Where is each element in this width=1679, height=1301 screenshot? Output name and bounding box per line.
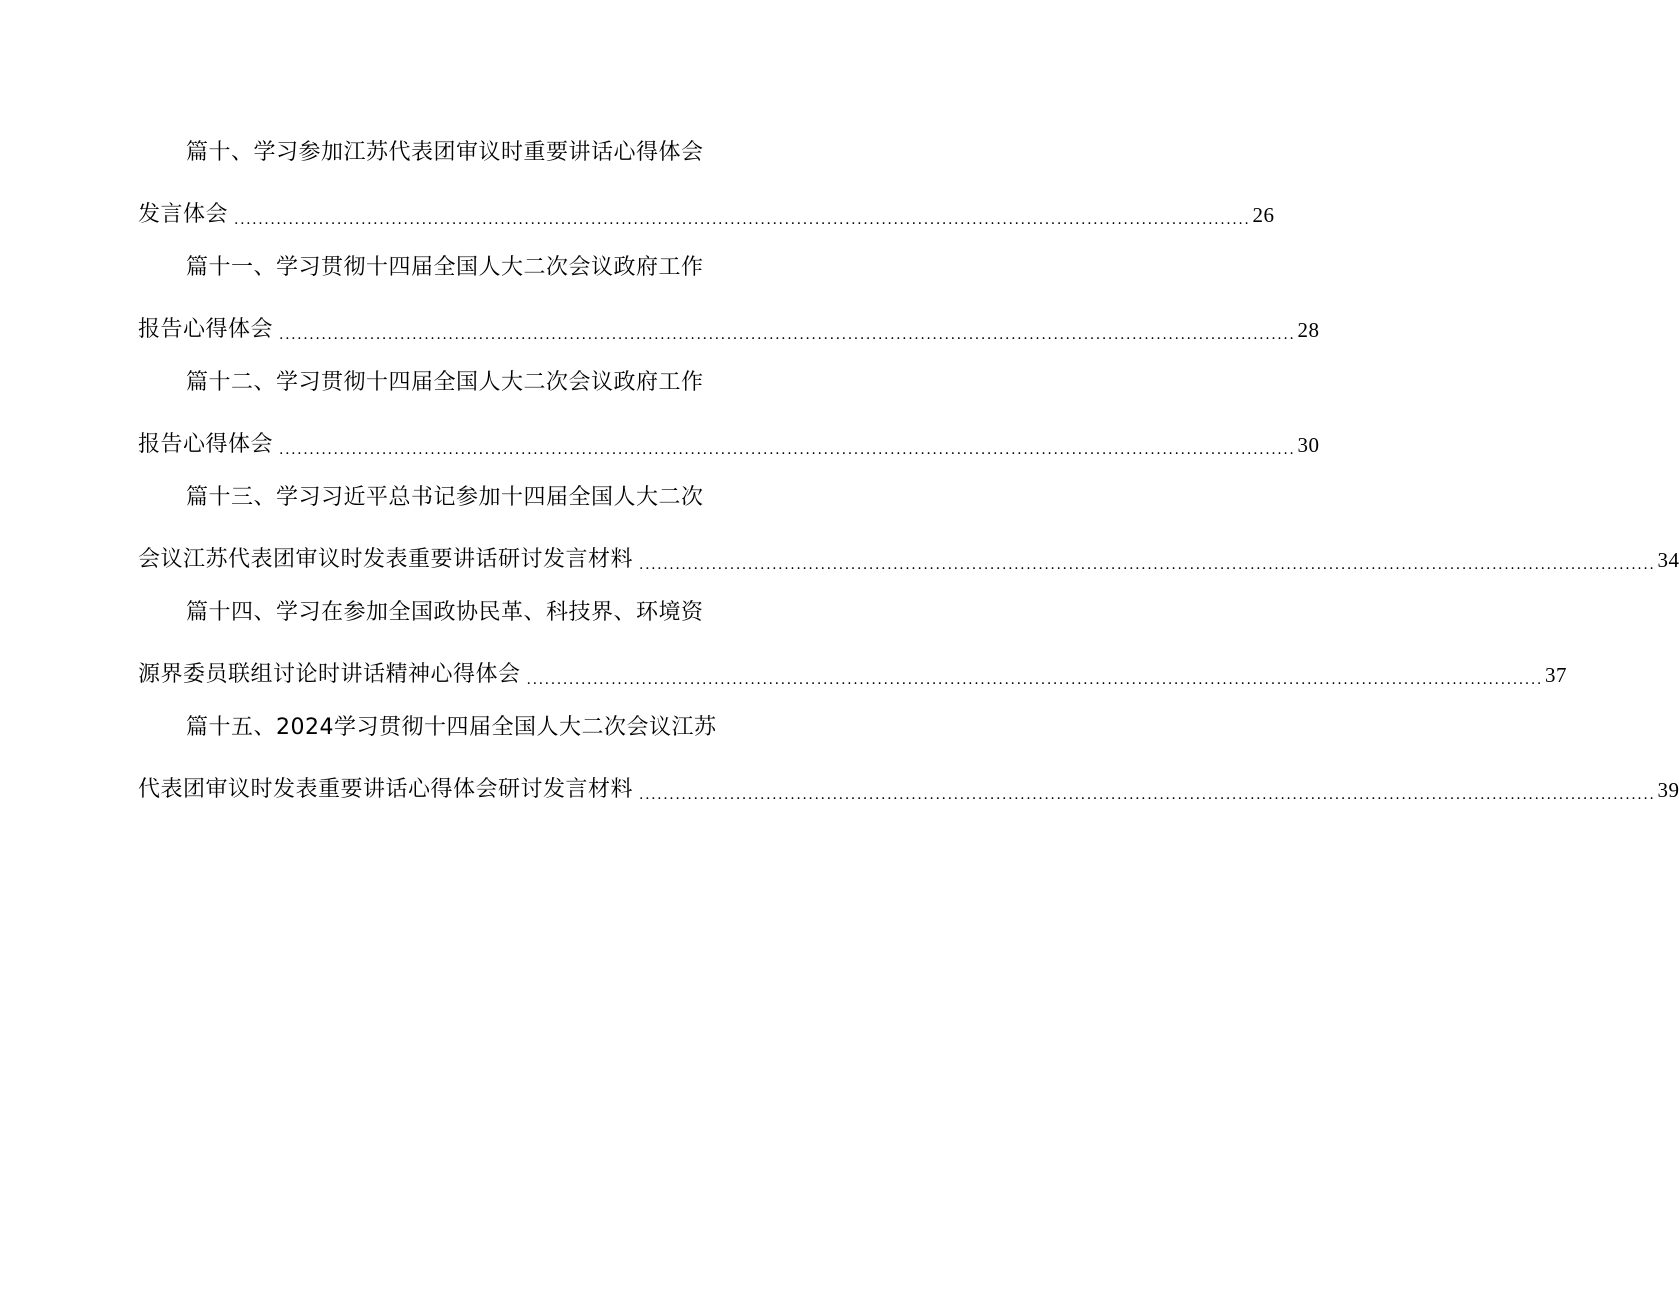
toc-entry-title: 篇十四、学习在参加全国政协民革、科技界、环境资 <box>186 600 704 625</box>
page-number: 34 <box>1657 547 1679 572</box>
table-of-contents <box>138 128 1679 818</box>
toc-entry-title-cont: 源界委员联组讨论时讲话精神心得体会 <box>138 661 521 687</box>
toc-entry-continuation <box>138 186 1275 243</box>
dot-leader: ........................................................................................................................................................................ <box>279 442 1296 458</box>
toc-entry-title: 篇十五、2024学习贯彻十四届全国人大二次会议江苏 <box>186 715 717 740</box>
page-number: 26 <box>1252 202 1275 227</box>
toc-entry-title-cont: 会议江苏代表团审议时发表重要讲话研讨发言材料 <box>138 546 634 572</box>
page-number: 28 <box>1297 317 1320 342</box>
toc-entry-continuation <box>138 531 1679 588</box>
dot-leader: ........................................................................................................................................................................ <box>639 787 1656 803</box>
page-number: 37 <box>1544 662 1567 687</box>
toc-entry-title: 篇十三、学习习近平总书记参加十四届全国人大二次 <box>186 485 704 510</box>
dot-leader: ........................................................................................................................................................................ <box>279 327 1296 343</box>
dot-leader: ........................................................................................................................................................................ <box>526 672 1543 688</box>
toc-entry-title-cont: 报告心得体会 <box>138 316 274 342</box>
dot-leader: ........................................................................................................................................................................ <box>639 557 1656 573</box>
toc-entry-title-cont: 发言体会 <box>138 201 229 227</box>
toc-entry-11[interactable] <box>138 243 1320 358</box>
toc-entry-continuation <box>138 301 1320 358</box>
toc-entry-continuation <box>138 646 1567 703</box>
toc-entry-13[interactable] <box>138 473 1679 588</box>
toc-entry-title-cont: 代表团审议时发表重要讲话心得体会研讨发言材料 <box>138 776 634 802</box>
page-number: 39 <box>1657 777 1679 802</box>
toc-entry-title: 篇十二、学习贯彻十四届全国人大二次会议政府工作 <box>186 370 704 395</box>
toc-entry-15[interactable] <box>138 703 1679 818</box>
toc-entry-12[interactable] <box>138 358 1320 473</box>
toc-entry-continuation <box>138 416 1320 473</box>
toc-entry-title: 篇十、学习参加江苏代表团审议时重要讲话心得体会 <box>186 140 704 165</box>
toc-entry-title-cont: 报告心得体会 <box>138 431 274 457</box>
toc-entry-14[interactable] <box>138 588 1567 703</box>
toc-entry-10[interactable] <box>138 128 1275 243</box>
dot-leader: ........................................................................................................................................................................ <box>234 212 1251 228</box>
toc-entry-continuation <box>138 761 1679 818</box>
toc-entry-title: 篇十一、学习贯彻十四届全国人大二次会议政府工作 <box>186 255 704 280</box>
page-number: 30 <box>1297 432 1320 457</box>
